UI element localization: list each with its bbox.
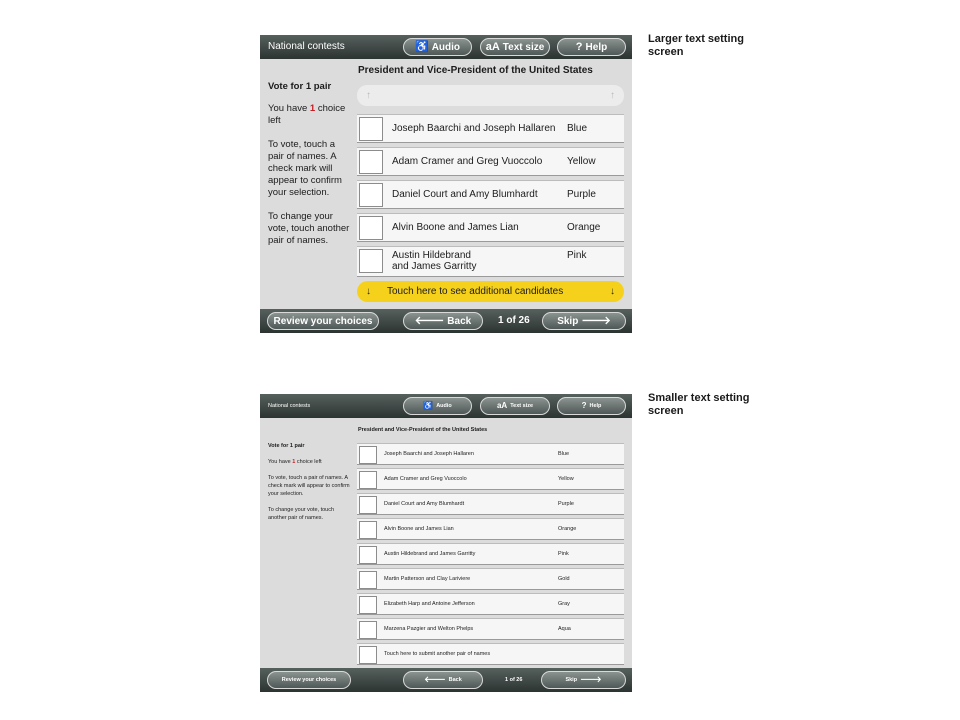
checkbox[interactable] <box>359 646 377 664</box>
candidate-row[interactable] <box>357 618 624 640</box>
checkbox[interactable] <box>359 496 377 514</box>
up-arrow-icon: ↑ <box>366 90 371 101</box>
candidate-party: Blue <box>567 123 588 134</box>
question-mark-icon: ? <box>575 40 583 53</box>
candidate-names: Austin Hildebrand and James Garritty <box>392 250 477 272</box>
checkbox[interactable] <box>359 521 377 539</box>
checkbox[interactable] <box>359 596 377 614</box>
arrow-right-icon: 🡒 <box>580 675 602 684</box>
page-indicator: 1 of 26 <box>505 677 523 683</box>
scroll-up-bar[interactable] <box>357 85 624 106</box>
back-label: Back <box>448 677 462 683</box>
candidate-names: Alvin Boone and James Lian <box>392 222 519 233</box>
review-label: Review your choices <box>281 677 337 683</box>
race-title: President and Vice-President of the United States <box>358 427 488 433</box>
candidate-party: Orange <box>558 526 577 532</box>
candidate-row[interactable] <box>357 180 624 209</box>
candidate-names: Daniel Court and Amy Blumhardt <box>392 189 538 200</box>
review-choices-button[interactable] <box>267 312 379 330</box>
text-size-icon: aA <box>485 40 500 53</box>
candidate-row[interactable] <box>357 147 624 176</box>
checkbox[interactable] <box>359 150 383 174</box>
audio-button[interactable] <box>403 397 472 415</box>
person-walk-icon: ♿ <box>423 401 434 410</box>
candidate-names: Adam Cramer and Greg Vuoccolo <box>392 156 543 167</box>
to-vote-instruction: To vote, touch a pair of names. A check mark will appear to confirm your selection. <box>268 475 350 497</box>
text-size-button[interactable] <box>480 38 550 56</box>
candidate-row[interactable] <box>357 518 624 540</box>
back-label: Back <box>447 315 472 327</box>
instruction-panel <box>260 418 352 668</box>
candidate-party: Purple <box>558 501 574 507</box>
candidate-party: Purple <box>567 189 596 200</box>
text-size-label: Text size <box>510 403 534 409</box>
more-candidates-button[interactable] <box>357 281 624 302</box>
down-arrow-icon: ↓ <box>366 286 371 297</box>
candidate-row[interactable] <box>357 213 624 242</box>
caption-small-text: Smaller text setting screen <box>648 392 750 417</box>
candidate-party: Gray <box>558 601 570 607</box>
candidate-names: Martin Patterson and Clay Lariviere <box>384 576 471 582</box>
instruction-panel <box>260 59 352 309</box>
skip-button[interactable] <box>541 671 626 689</box>
footer-bar <box>260 668 632 692</box>
text-size-label: Text size <box>502 41 545 53</box>
skip-label: Skip <box>565 677 578 683</box>
help-label: Help <box>589 403 602 409</box>
more-candidates-label: Touch here to see additional candidates <box>387 286 564 297</box>
help-label: Help <box>585 41 608 53</box>
candidate-party: Blue <box>558 451 570 457</box>
review-choices-button[interactable] <box>267 671 351 689</box>
to-change-instruction: To change your vote, touch another pair of names. <box>268 507 335 521</box>
candidate-names: Joseph Baarchi and Joseph Hallaren <box>392 123 556 134</box>
vote-for-label: Vote for 1 pair <box>268 443 305 449</box>
audio-label: Audio <box>431 41 461 53</box>
skip-label: Skip <box>557 315 579 327</box>
down-arrow-icon: ↓ <box>610 286 615 297</box>
checkbox[interactable] <box>359 471 377 489</box>
person-walk-icon: ♿ <box>414 40 429 53</box>
choices-left-count: 1 <box>309 103 316 114</box>
audio-label: Audio <box>436 403 452 409</box>
arrow-left-icon: 🡐 <box>414 314 445 327</box>
candidate-party: Gold <box>558 576 570 582</box>
candidate-row[interactable] <box>357 246 624 277</box>
candidate-row[interactable] <box>357 493 624 515</box>
candidate-row[interactable] <box>357 543 624 565</box>
question-mark-icon: ? <box>581 401 587 410</box>
candidate-row[interactable] <box>357 568 624 590</box>
checkbox[interactable] <box>359 216 383 240</box>
checkbox[interactable] <box>359 621 377 639</box>
candidate-party: Pink <box>558 551 569 557</box>
candidate-names: Elizabeth Harp and Antoine Jefferson <box>384 601 475 607</box>
choices-left-text: You have 1 choice left <box>268 103 346 126</box>
candidate-names: Touch here to submit another pair of names <box>384 651 491 657</box>
help-button[interactable] <box>557 38 626 56</box>
candidate-names: Daniel Court and Amy Blumhardt <box>384 501 465 507</box>
back-button[interactable] <box>403 312 483 330</box>
checkbox[interactable] <box>359 446 377 464</box>
checkbox[interactable] <box>359 183 383 207</box>
arrow-right-icon: 🡒 <box>581 314 611 327</box>
candidate-names: Alvin Boone and James Lian <box>384 526 454 532</box>
back-button[interactable] <box>403 671 483 689</box>
skip-button[interactable] <box>542 312 626 330</box>
candidate-party: Yellow <box>558 476 574 482</box>
vote-for-label: Vote for 1 pair <box>268 81 332 92</box>
candidate-row[interactable] <box>357 593 624 615</box>
candidate-row[interactable] <box>357 468 624 490</box>
candidate-row[interactable] <box>357 114 624 143</box>
checkbox[interactable] <box>359 546 377 564</box>
candidate-party: Yellow <box>567 156 596 167</box>
ballot-screen-large-text <box>260 35 632 333</box>
header-bar <box>260 35 632 59</box>
help-button[interactable] <box>557 397 626 415</box>
choices-left-count: 1 <box>292 459 296 465</box>
candidate-row[interactable] <box>357 643 624 665</box>
text-size-button[interactable] <box>480 397 550 415</box>
candidate-party: Pink <box>567 250 587 261</box>
up-arrow-icon: ↑ <box>610 90 615 101</box>
to-change-instruction: To change your vote, touch another pair of names. <box>268 211 350 246</box>
ballot-screen-small-text <box>260 394 632 692</box>
candidate-row[interactable] <box>357 443 624 465</box>
arrow-left-icon: 🡐 <box>424 675 446 684</box>
choices-left-text: You have 1 choice left <box>268 459 322 465</box>
contest-title: National contests <box>268 41 345 52</box>
contest-title: National contests <box>268 403 311 409</box>
checkbox[interactable] <box>359 571 377 589</box>
review-label: Review your choices <box>273 315 373 327</box>
candidate-names: Austin Hildebrand and James Garritty <box>384 551 476 557</box>
checkbox[interactable] <box>359 249 383 273</box>
audio-button[interactable] <box>403 38 472 56</box>
candidate-party: Aqua <box>558 626 571 632</box>
candidate-names: Joseph Baarchi and Joseph Hallaren <box>384 451 474 457</box>
candidate-names: Adam Cramer and Greg Vuoccolo <box>384 476 467 482</box>
page-indicator: 1 of 26 <box>498 315 530 326</box>
header-bar <box>260 394 632 418</box>
candidate-party: Orange <box>567 222 601 233</box>
race-title: President and Vice-President of the United States <box>358 65 593 76</box>
footer-bar <box>260 309 632 333</box>
candidate-names: Marzena Pazgier and Welton Phelps <box>384 626 474 632</box>
to-vote-instruction: To vote, touch a pair of names. A check mark will appear to confirm your selection. <box>268 139 342 198</box>
caption-large-text: Larger text setting screen <box>648 33 744 58</box>
text-size-icon: aA <box>496 401 508 410</box>
checkbox[interactable] <box>359 117 383 141</box>
